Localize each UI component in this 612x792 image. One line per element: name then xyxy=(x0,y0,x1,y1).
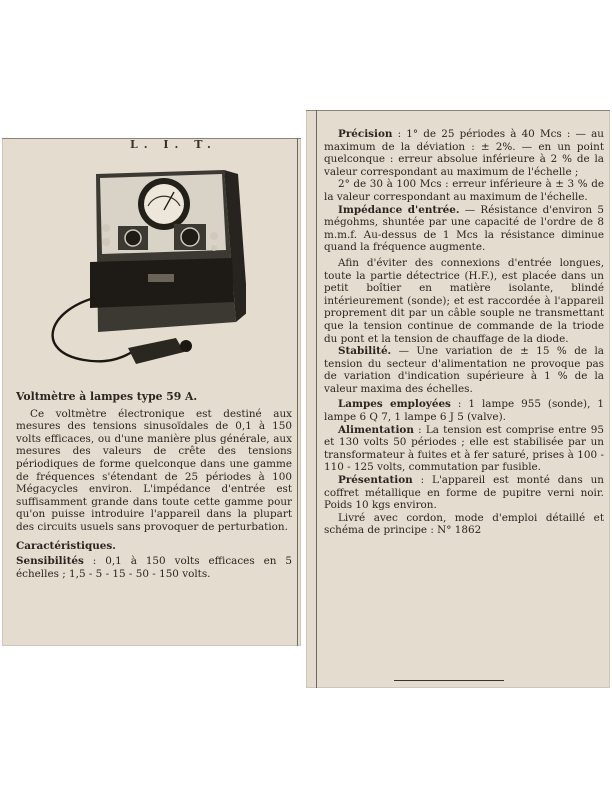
article-title: Voltmètre à lampes type 59 A. xyxy=(16,390,198,403)
presentation-paragraph xyxy=(324,474,604,512)
stability-text: — Une variation de ± 15 % de la tension du secteur d'alimentation ne provoque pas de variation d'indication supérieure à 1 % de la valeur maxima des échelles. xyxy=(324,345,604,395)
top-rule xyxy=(306,110,610,111)
left-clipping xyxy=(2,138,301,646)
end-rule xyxy=(394,680,504,681)
power-text: : La tension est comprise entre 95 et 130 volts 50 périodes ; elle est stabilisée par un transformateur à fuites et à fer saturé, prises à 100 - 110 - 125 volts, commutation par fusible. xyxy=(324,423,604,474)
tubes-label: Lampes employées xyxy=(338,398,451,411)
presentation-label: Présentation xyxy=(338,474,413,487)
impedance-label: Impédance d'entrée. xyxy=(338,203,460,216)
tubes-paragraph xyxy=(324,398,604,423)
connections-paragraph: Afin d'éviter des connexions d'entrée longues, toute la partie détectrice (H.F.), est placée dans un petit boîtier en matière isolante, blindé intérieurement (sonde); et est raccordée à l'appareil proprement dit par un câble souple ne transmettant que la tension continue de commande de la triode du pont et la tension de chauffage de la diode. xyxy=(324,256,604,345)
left-article-text xyxy=(16,391,292,580)
precision-paragraph xyxy=(324,128,604,178)
delivery-paragraph xyxy=(324,512,604,537)
delivery-text: Livré avec cordon, mode d'emploi détaillé et schéma de principe : xyxy=(324,511,604,537)
intro-paragraph: Ce voltmètre électronique est destiné aux mesures des tensions sinusoïdales de 0,1 à 150 volts efficaces, ou d'une manière plus générale, aux mesures des valeurs de crête des tensions périodiques de forme quelconque dans une gamme de fréquences s'étendant de 25 périodes à 100 Mégacycles environ. L'impédance d'entrée est suffisamment grande dans toute cette gamme pour qu'on puisse introduire l'appareil dans la plupart des circuits usuels sans provoquer de perturbation. xyxy=(16,407,292,533)
characteristics-heading: Caractéristiques. xyxy=(16,539,116,552)
voltmeter-illustration xyxy=(36,162,246,392)
impedance-text: — Résistance d'environ 5 mégohms, shuntée par une capacité de l'ordre de 8 m.m.f. Au-dessus de 1 Mcs la résistance diminue quand la fréquence augmente. xyxy=(324,203,604,254)
sensitivity-text: : 0,1 à 150 volts efficaces en 5 échelles ; 1,5 - 5 - 15 - 50 - 150 volts. xyxy=(16,555,292,580)
precision-label: Précision xyxy=(338,128,393,140)
precision-text-1: : 1° de 25 périodes à 40 Mcs : — au maximum de la déviation : ± 2%. — en un point quelconque : erreur absolue inférieure à 2 % de la valeur correspondant au maximum de l'échelle ; xyxy=(324,128,604,178)
tubes-text: : 1 lampe 955 (sonde), 1 lampe 6 Q 7, 1 lampe 6 J 5 (valve). xyxy=(324,398,605,424)
reference-number: N° 1862 xyxy=(437,524,482,537)
stability-label: Stabilité. xyxy=(338,345,392,358)
right-article-text xyxy=(324,128,604,537)
presentation-text: : L'appareil est monté dans un coffret métallique en forme de pupitre verni noir. Poids 10 kgs environ. xyxy=(324,474,604,512)
stability-paragraph xyxy=(324,345,604,395)
header-mark: L. I. T. xyxy=(130,138,217,151)
sensitivity-label: Sensibilités xyxy=(16,555,84,568)
right-clipping xyxy=(306,110,610,688)
impedance-paragraph xyxy=(324,204,604,254)
sensitivity-paragraph xyxy=(16,555,292,580)
power-label: Alimentation xyxy=(338,423,414,436)
power-paragraph xyxy=(324,424,604,474)
precision-paragraph-2: 2° de 30 à 100 Mcs : erreur inférieure à ± 3 % de la valeur correspondant au maximum de l'échelle. xyxy=(324,178,604,203)
